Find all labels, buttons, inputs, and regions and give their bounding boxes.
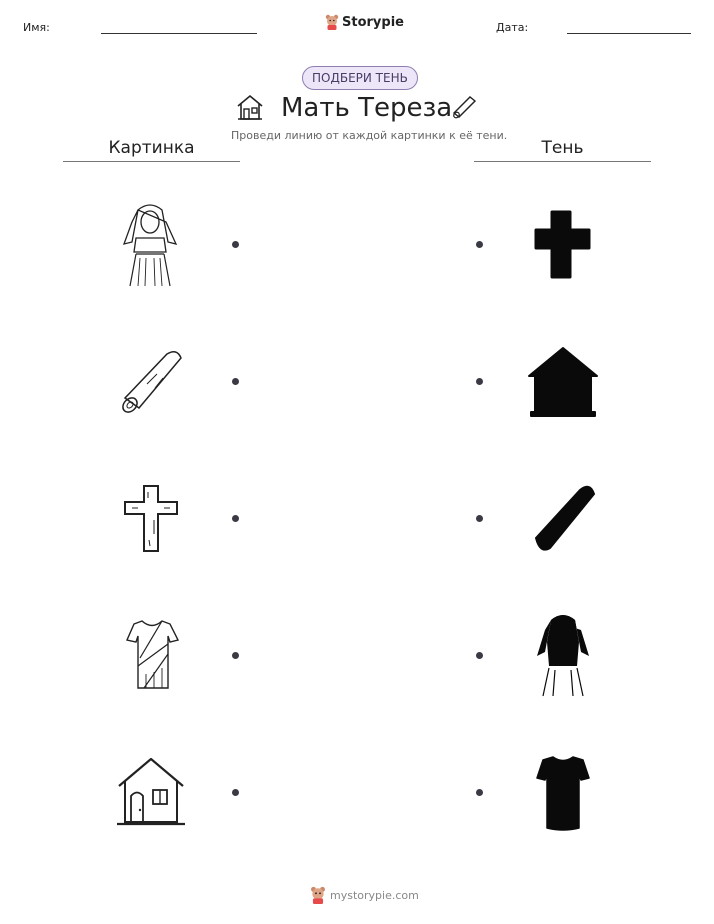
dress-shadow-icon bbox=[535, 754, 591, 832]
house-shadow-icon bbox=[527, 346, 599, 418]
name-label: Имя: bbox=[23, 21, 50, 34]
right-dot-5[interactable] bbox=[476, 789, 483, 796]
right-dot-1[interactable] bbox=[476, 241, 483, 248]
name-line[interactable] bbox=[101, 33, 257, 34]
log-shadow-icon bbox=[530, 484, 596, 554]
log-icon bbox=[117, 348, 185, 416]
date-line[interactable] bbox=[567, 33, 691, 34]
footer-url[interactable]: mystorypie.com bbox=[330, 888, 419, 902]
instruction-text: Проведи линию от каждой картинки к её тени. bbox=[231, 129, 508, 142]
left-dot-5[interactable] bbox=[232, 789, 239, 796]
page-title: Мать Тереза bbox=[281, 93, 453, 123]
footer bbox=[310, 886, 419, 904]
date-label: Дата: bbox=[496, 21, 529, 34]
right-column-underline bbox=[474, 161, 651, 162]
left-column-underline bbox=[63, 161, 240, 162]
bear-icon bbox=[310, 886, 326, 904]
left-column-header: Картинка bbox=[108, 138, 195, 158]
cross-shadow-icon bbox=[534, 210, 592, 280]
bear-icon bbox=[325, 14, 339, 30]
wooden-cross-icon bbox=[122, 484, 180, 554]
right-dot-4[interactable] bbox=[476, 652, 483, 659]
log-icon bbox=[450, 93, 478, 121]
house-icon bbox=[115, 756, 187, 828]
right-column-header: Тень bbox=[541, 138, 584, 158]
left-dot-1[interactable] bbox=[232, 241, 239, 248]
left-dot-3[interactable] bbox=[232, 515, 239, 522]
left-dot-4[interactable] bbox=[232, 652, 239, 659]
activity-badge: ПОДБЕРИ ТЕНЬ bbox=[302, 66, 418, 90]
house-icon bbox=[235, 93, 265, 121]
right-dot-2[interactable] bbox=[476, 378, 483, 385]
nun-shadow-icon bbox=[531, 612, 595, 698]
brand-name: Storypie bbox=[342, 14, 404, 30]
left-dot-2[interactable] bbox=[232, 378, 239, 385]
brand-logo bbox=[325, 14, 404, 30]
right-dot-3[interactable] bbox=[476, 515, 483, 522]
sari-dress-icon bbox=[124, 618, 180, 694]
nun-icon bbox=[120, 202, 180, 288]
